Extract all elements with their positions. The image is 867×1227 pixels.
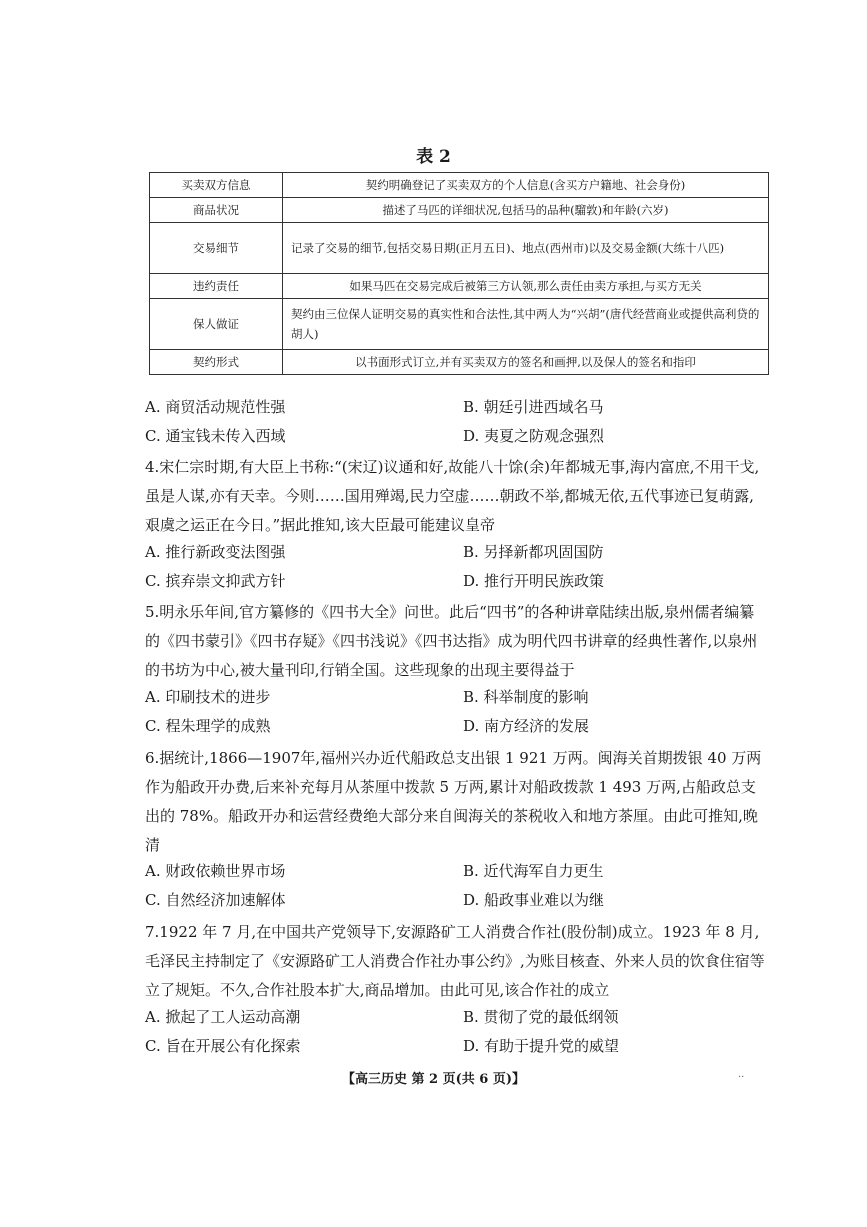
q5-option-a: A. 印刷技术的进步 bbox=[145, 688, 271, 706]
table-cell-key: 买卖双方信息 bbox=[150, 173, 283, 198]
table-title: 表 2 bbox=[416, 147, 451, 167]
q6-stem: 6.据统计,1866—1907年,福州兴办近代船政总支出银 1 921 万两。闽海关首期拨银 40 万两作为船政开办费,后来补充每月从茶厘中拨款 5 万两,累计对船政拨款 1 493 万两,占船政总支出的 78%。船政开办和运营经费绝大部分来自闽海关的茶税收入和地方茶厘。由此可推知,晚清 bbox=[145, 749, 762, 854]
table-row bbox=[150, 198, 769, 223]
contract-table bbox=[149, 172, 769, 375]
table-row bbox=[150, 350, 769, 375]
table-cell-value: 契约明确登记了买卖双方的个人信息(含买方户籍地、社会身份) bbox=[283, 173, 769, 198]
page-footer: 【高三历史 第 2 页(共 6 页)】 bbox=[341, 1072, 526, 1087]
q6-option-d: D. 船政事业难以为继 bbox=[463, 891, 605, 909]
table-cell-key: 保人做证 bbox=[150, 299, 283, 350]
table-cell-value: 如果马匹在交易完成后被第三方认领,那么责任由卖方承担,与买方无关 bbox=[283, 274, 769, 299]
table-cell-value: 契约由三位保人证明交易的真实性和合法性,其中两人为“兴胡”(唐代经营商业或提供高利贷的胡人) bbox=[283, 299, 769, 350]
table-row bbox=[150, 274, 769, 299]
table-cell-key: 商品状况 bbox=[150, 198, 283, 223]
corner-mark: ·· bbox=[738, 1072, 745, 1083]
table-cell-key: 交易细节 bbox=[150, 223, 283, 274]
q7-option-c: C. 旨在开展公有化探索 bbox=[145, 1037, 301, 1055]
q6-option-a: A. 财政依赖世界市场 bbox=[145, 862, 286, 880]
q5-option-d: D. 南方经济的发展 bbox=[463, 717, 590, 735]
q7-option-a: A. 掀起了工人运动高潮 bbox=[145, 1008, 301, 1026]
table-cell-key: 违约责任 bbox=[150, 274, 283, 299]
table-cell-value: 记录了交易的细节,包括交易日期(正月五日)、地点(西州市)以及交易金额(大练十八匹) bbox=[283, 223, 769, 274]
q3-option-c: C. 通宝钱未传入西域 bbox=[145, 427, 286, 445]
q3-option-b: B. 朝廷引进西域名马 bbox=[463, 398, 604, 416]
q4-option-c: C. 摈弃崇文抑武方针 bbox=[145, 572, 286, 590]
table-row bbox=[150, 299, 769, 350]
table-cell-value: 描述了马匹的详细状况,包括马的品种(騮敦)和年龄(六岁) bbox=[283, 198, 769, 223]
q5-option-c: C. 程朱理学的成熟 bbox=[145, 717, 271, 735]
q4-option-b: B. 另择新都巩固国防 bbox=[463, 543, 604, 561]
table-row bbox=[150, 173, 769, 198]
q3-option-d: D. 夷夏之防观念强烈 bbox=[463, 427, 605, 445]
q6-option-c: C. 自然经济加速解体 bbox=[145, 891, 286, 909]
q6-option-b: B. 近代海军自力更生 bbox=[463, 862, 604, 880]
q7-stem: 7.1922 年 7 月,在中国共产党领导下,安源路矿工人消费合作社(股份制)成立。1923 年 8 月,毛泽民主持制定了《安源路矿工人消费合作社办事公约》,为账目核查、外来人员的饮食住宿等立了规矩。不久,合作社股本扩大,商品增加。由此可见,该合作社的成立 bbox=[145, 923, 765, 999]
q3-option-a: A. 商贸活动规范性强 bbox=[145, 398, 286, 416]
q4-option-a: A. 推行新政变法图强 bbox=[145, 543, 286, 561]
q5-stem: 5.明永乐年间,官方纂修的《四书大全》问世。此后“四书”的各种讲章陆续出版,泉州儒者编纂的《四书蒙引》《四书存疑》《四书浅说》《四书达指》成为明代四书讲章的经典性著作,以泉州的书坊为中心,被大量刊印,行销全国。这些现象的出现主要得益于 bbox=[145, 603, 758, 679]
table-row bbox=[150, 223, 769, 274]
q7-option-d: D. 有助于提升党的威望 bbox=[463, 1037, 620, 1055]
table-cell-key: 契约形式 bbox=[150, 350, 283, 375]
q4-stem: 4.宋仁宗时期,有大臣上书称:“(宋辽)议通和好,故能八十馀(余)年都城无事,海内富庶,不用干戈,虽是人谋,亦有天幸。今则……国用殚竭,民力空虚……朝政不举,都城无依,五代事迹已复萌露,艰虞之运正在今日。”据此推知,该大臣最可能建议皇帝 bbox=[145, 458, 760, 534]
q4-option-d: D. 推行开明民族政策 bbox=[463, 572, 605, 590]
table-cell-value: 以书面形式订立,并有买卖双方的签名和画押,以及保人的签名和指印 bbox=[283, 350, 769, 375]
q5-option-b: B. 科举制度的影响 bbox=[463, 688, 589, 706]
q7-option-b: B. 贯彻了党的最低纲领 bbox=[463, 1008, 619, 1026]
